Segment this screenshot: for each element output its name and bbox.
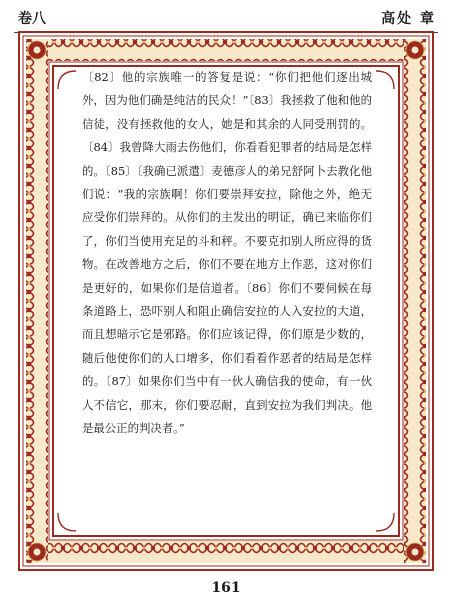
running-header <box>0 8 452 28</box>
chapter-title: 高处 章 <box>381 11 436 27</box>
page-body <box>82 66 372 506</box>
chapter-label: 卷八 <box>18 11 46 27</box>
page-number: 161 <box>211 580 241 596</box>
body-text: 〔82〕他的宗族唯一的答复是说：“你们把他们逐出城外，因为他们确是纯洁的民众！”〔83〕我拯救了他和他的信徒，没有拯救他的女人，她是和其余的人同受刑罚的。〔84〕我曾降大雨去伤他们，你看看犯罪者的结局是怎样的。〔85〕〔我确已派遣〕麦德彦人的弟兄舒阿卜去教化他们说：“我的宗族啊！你们要崇拜安拉，除他之外，绝无应受你们崇拜的。从你们的主发出的明证，确已来临你们了，你们当使用充足的斗和秤。不要克扣别人所应得的货物。在改善地方之后，你们不要在地方上作恶，这对你们是更好的，如果你们是信道者。〔86〕你们不要伺候在每条道路上，恐吓别人和阻止确信安拉的人入安拉的大道，而且想暗示它是邪路。你们应该记得，你们原是少数的，随后他使你们的人口增多，你们看看作恶者的结局是怎样的。〔87〕如果你们当中有一伙人确信我的使命，有一伙人不信它，那末，你们要忍耐，直到安拉为我们判决。他是最公正的判决者。” <box>82 70 372 436</box>
